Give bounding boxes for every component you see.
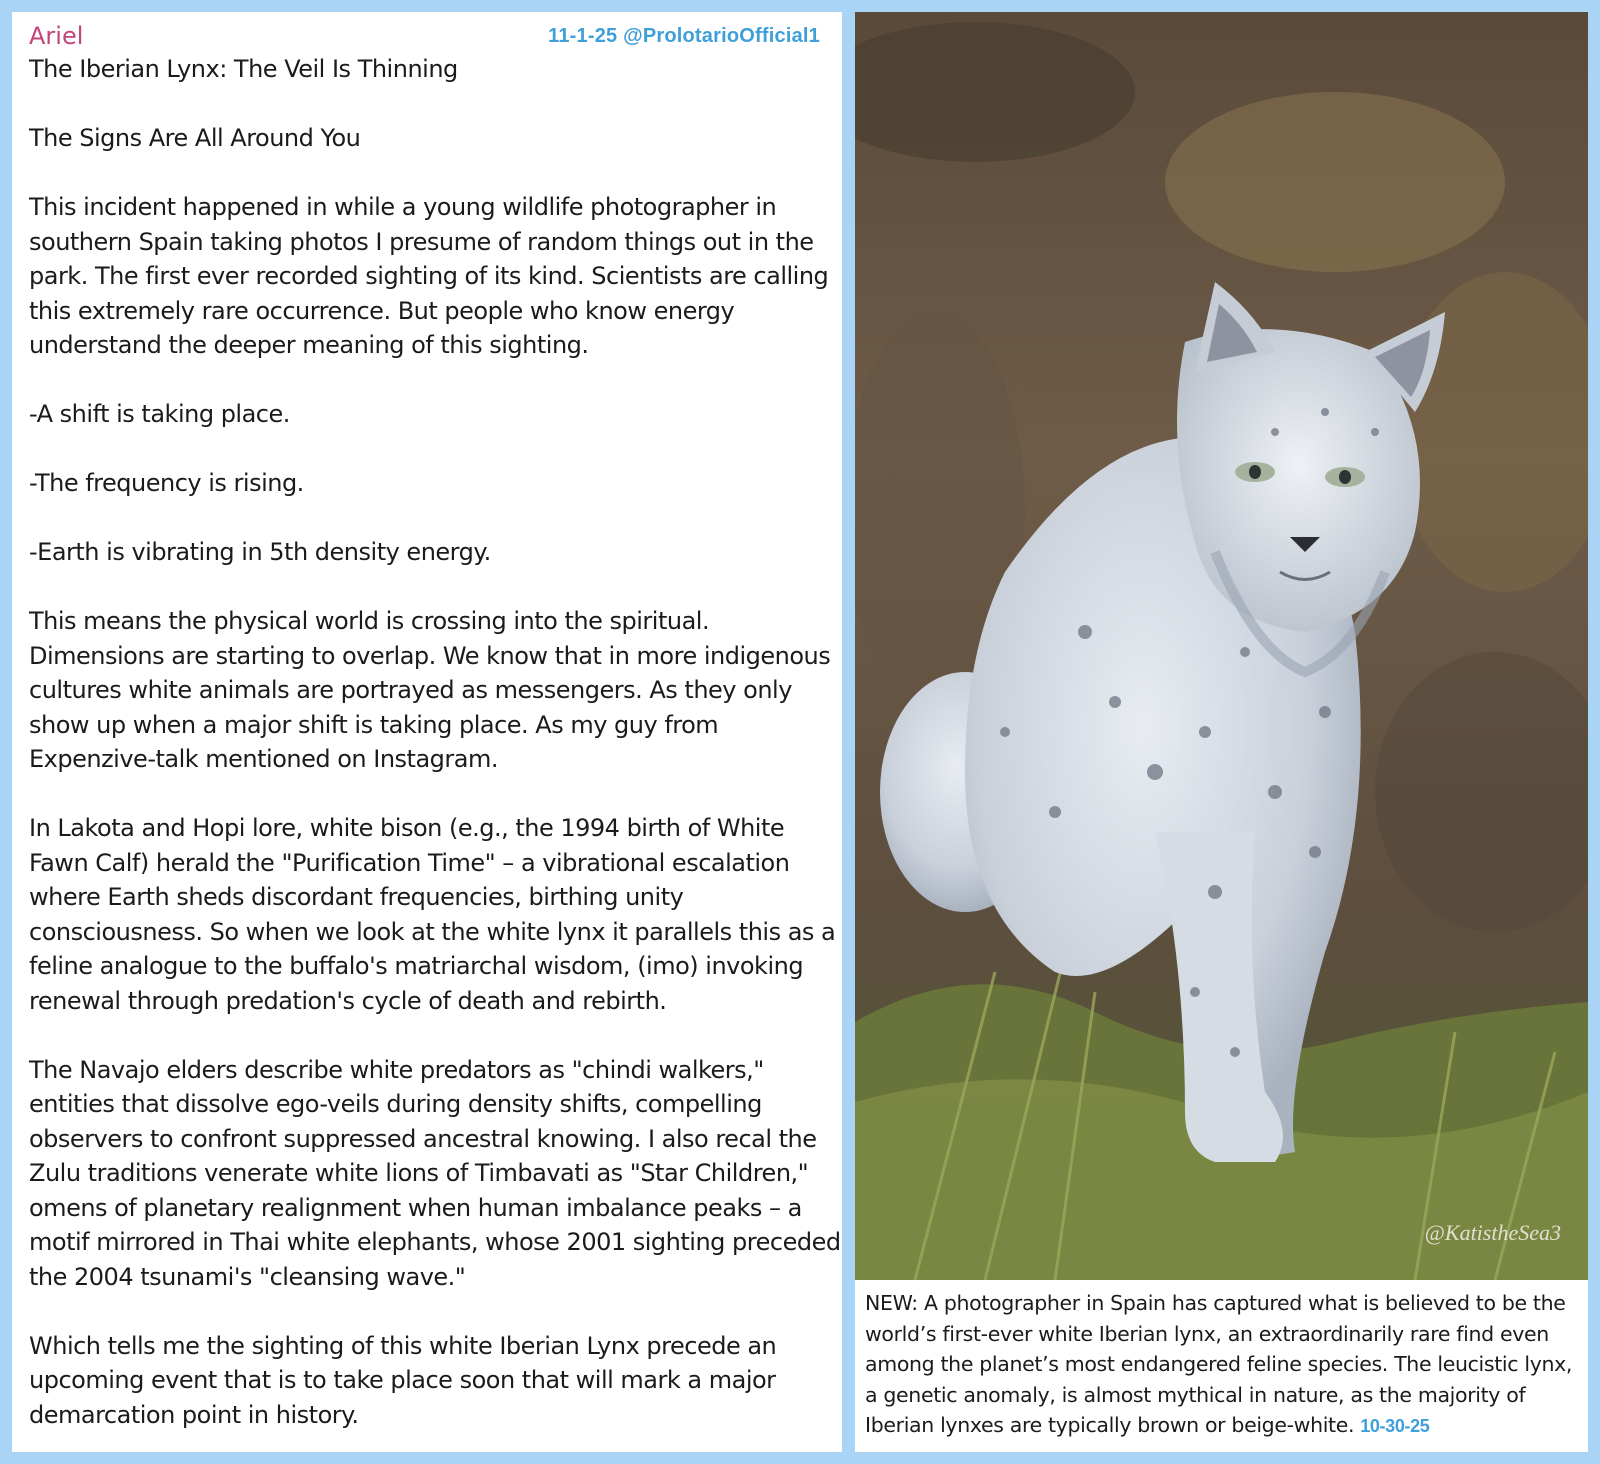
- post-bullet: -Earth is vibrating in 5th density energy.: [29, 538, 491, 566]
- image-panel: [855, 12, 1588, 1452]
- white-lynx-photo[interactable]: [855, 12, 1588, 1280]
- author-name[interactable]: Ariel: [29, 22, 84, 50]
- post-header: [29, 22, 842, 54]
- post-paragraph: This means the physical world is crossing into the spiritual. Dimensions are starting to overlap. We know that in more indigenous cultures white animals are portrayed as messengers. As they only show up when a major shift is taking place. As my guy from Expenzive-talk mentioned on Instagram.: [29, 607, 831, 773]
- post-title: The Iberian Lynx: The Veil Is Thinning: [29, 55, 458, 83]
- caption-text: NEW: A photographer in Spain has captured what is believed to be the world’s first-ever white Iberian lynx, an extraordinarily rare find even among the planet’s most endangered feline species. The leucistic lynx, a genetic anomaly, is almost mythical in nature, as the majority of Iberian lynxes are typically brown or beige-white.: [865, 1291, 1573, 1437]
- photo-caption: [865, 1288, 1580, 1442]
- photo-watermark: @KatistheSea3: [1424, 1220, 1561, 1245]
- post-paragraph: Which tells me the sighting of this white Iberian Lynx precede an upcoming event that is to take place soon that will mark a major demarcation point in history.: [29, 1331, 777, 1429]
- caption-date: 10-30-25: [1360, 1416, 1430, 1436]
- post-bullet: -A shift is taking place.: [29, 400, 290, 428]
- telegram-post: [12, 12, 842, 1452]
- post-body: [29, 52, 842, 1432]
- post-date-handle: 11-1-25 @ProlotarioOfficial1: [548, 25, 820, 47]
- post-paragraph: In Lakota and Hopi lore, white bison (e.g., the 1994 birth of White Fawn Calf) herald the "Purification Time" – a vibrational escalation where Earth sheds discordant frequencies, birthing unity consciousness. So when we look at the white lynx it parallels this as a feline analogue to the buffalo's matriarchal wisdom, (imo) invoking renewal through predation's cycle of death and rebirth.: [29, 814, 836, 1015]
- post-paragraph: This incident happened in while a young wildlife photographer in southern Spain taking photos I presume of random things out in the park. The first ever recorded sighting of its kind. Scientists are calling this extremely rare occurrence. But people who know energy understand the deeper meaning of this sighting.: [29, 193, 829, 359]
- post-paragraph: The Signs Are All Around You: [29, 124, 361, 152]
- post-bullet: -The frequency is rising.: [29, 469, 304, 497]
- post-paragraph: The Navajo elders describe white predators as "chindi walkers," entities that dissolve ego-veils during density shifts, compelling observers to confront suppressed ancestral knowing. I also recal the Zulu traditions venerate white lions of Timbavati as "Star Children," omens of planetary realignment when human imbalance peaks – a motif mirrored in Thai white elephants, whose 2001 sighting preceded the 2004 tsunami's "cleansing wave.": [29, 1055, 841, 1291]
